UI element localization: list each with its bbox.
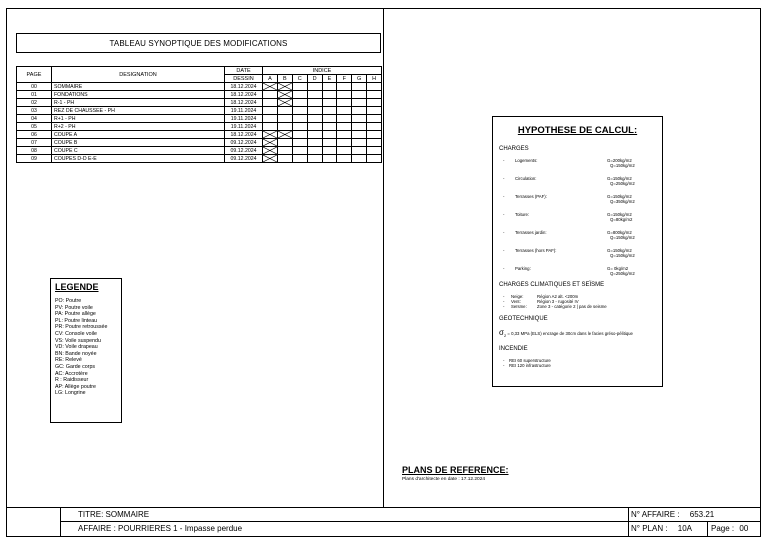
row-designation: FONDATIONS: [52, 91, 225, 99]
revision-empty-cell: [322, 99, 337, 107]
revision-empty-cell: [307, 131, 322, 139]
row-date: 19.11.2024: [225, 115, 263, 123]
row-date: 18.12.2024: [225, 131, 263, 139]
revision-empty-cell: [337, 83, 352, 91]
charge-row: [499, 266, 656, 276]
charge-row: [499, 194, 656, 204]
clim-list: [499, 294, 656, 309]
row-designation: COUPE C: [52, 147, 225, 155]
clim-value: Zone 3 - catégorie 2 | pas de seisme: [537, 304, 607, 309]
charge-q: Q=150kg/m2: [610, 253, 635, 258]
revision-empty-cell: [307, 147, 322, 155]
revision-mark-cell: [277, 91, 292, 99]
row-designation: REZ DE CHAUSSEE - PH: [52, 107, 225, 115]
row-designation: SOMMAIRE: [52, 83, 225, 91]
charge-row: [499, 212, 656, 222]
charge-g: G=150kg/m2: [607, 194, 632, 199]
charges-list: [499, 158, 656, 276]
legend-list: [55, 298, 117, 397]
cross-mark-icon: [278, 99, 292, 106]
charge-q: Q=150kg/m2: [610, 163, 635, 168]
tb-divider-left: [60, 507, 61, 537]
row-page: 05: [17, 123, 52, 131]
revision-empty-cell: [307, 139, 322, 147]
table-row: [17, 147, 382, 155]
revision-empty-cell: [277, 155, 292, 163]
row-page: 03: [17, 107, 52, 115]
revision-empty-cell: [292, 155, 307, 163]
row-designation: R+1 - PH: [52, 115, 225, 123]
incendie-value: REI 60 superstructure: [509, 357, 551, 363]
revision-mark-cell: [263, 147, 278, 155]
revision-empty-cell: [277, 107, 292, 115]
revision-empty-cell: [337, 107, 352, 115]
legend-item: VD: Voile drapeau: [55, 344, 98, 351]
legend-item: RE: Relevé: [55, 357, 82, 364]
clim-row: - Neige: Région A2 alt. <200m: [503, 294, 579, 299]
charge-name: Parking:: [515, 266, 531, 271]
row-date: 19.11.2024: [225, 123, 263, 131]
n-plan: [631, 524, 692, 534]
row-designation: COUPE A: [52, 131, 225, 139]
modifications-table: [16, 66, 382, 163]
row-date: 09.12.2024: [225, 147, 263, 155]
clim-row: - Seïsme: Zone 3 - catégorie 2 | pas de seisme: [503, 304, 607, 309]
revision-empty-cell: [277, 139, 292, 147]
indice-letter: B: [277, 75, 292, 83]
revision-empty-cell: [352, 83, 367, 91]
revision-empty-cell: [367, 99, 382, 107]
legend-item: PL: Poutre linteau: [55, 317, 98, 324]
clim-row: - Vent: Région 3 - rugosité IV: [503, 299, 579, 304]
charge-name: Terrasses (hors PAF):: [515, 248, 557, 253]
charge-g: G=150kg/m2: [607, 212, 632, 217]
revision-empty-cell: [352, 99, 367, 107]
dash: -: [503, 230, 505, 235]
revision-empty-cell: [337, 123, 352, 131]
revision-empty-cell: [292, 123, 307, 131]
revision-empty-cell: [337, 131, 352, 139]
charge-q: Q=250kg/m2: [610, 181, 635, 186]
charge-values: [607, 230, 656, 240]
revision-empty-cell: [367, 131, 382, 139]
revision-empty-cell: [322, 139, 337, 147]
legend-item: PO: Poutre: [55, 298, 82, 304]
table-row: [17, 155, 382, 163]
revision-empty-cell: [367, 123, 382, 131]
charge-q: Q=80kg/m2: [610, 217, 633, 222]
dash: -: [503, 212, 505, 217]
legend-item: R : Raidisseur: [55, 377, 89, 384]
revision-empty-cell: [352, 115, 367, 123]
revision-empty-cell: [263, 107, 278, 115]
row-page: 04: [17, 115, 52, 123]
revision-empty-cell: [352, 139, 367, 147]
charges-title: CHARGES: [499, 146, 529, 152]
clim-key: Seïsme:: [511, 304, 527, 309]
incendie-row: - REI 60 superstructure: [503, 357, 551, 363]
charge-values: [607, 158, 656, 168]
charge-name: Circulation:: [515, 176, 537, 181]
affaire-text: AFFAIRE : POURRIERES 1 - Impasse perdue: [78, 524, 243, 533]
revision-empty-cell: [263, 91, 278, 99]
revision-empty-cell: [307, 115, 322, 123]
hypothese-title: HYPOTHESE DE CALCUL:: [517, 125, 638, 136]
revision-empty-cell: [292, 99, 307, 107]
charge-g: G=800kg/m2: [607, 230, 632, 235]
indice-letter: G: [352, 75, 367, 83]
tb-divider-page: [707, 521, 708, 537]
legend-item: AP: Allège poutre: [55, 383, 96, 390]
cross-mark-icon: [263, 131, 277, 138]
revision-mark-cell: [263, 155, 278, 163]
row-page: 09: [17, 155, 52, 163]
reference-block: [402, 465, 509, 482]
cross-mark-icon: [263, 155, 277, 162]
row-designation: COUPES D-D E-E: [52, 155, 225, 163]
charge-name: Terrasses (PAF):: [515, 194, 547, 199]
revision-empty-cell: [337, 115, 352, 123]
charge-q: Q=350kg/m2: [610, 199, 635, 204]
revision-empty-cell: [337, 91, 352, 99]
charge-values: [607, 194, 656, 204]
tb-divider-right: [628, 507, 629, 537]
dash: -: [503, 158, 505, 163]
revision-empty-cell: [263, 123, 278, 131]
charge-row: [499, 158, 656, 168]
revision-empty-cell: [292, 147, 307, 155]
revision-empty-cell: [307, 107, 322, 115]
revision-empty-cell: [322, 123, 337, 131]
indice-letter: E: [322, 75, 337, 83]
revision-empty-cell: [292, 115, 307, 123]
legend-item: BN: Bande noyée: [55, 350, 97, 357]
revision-empty-cell: [307, 91, 322, 99]
row-date: 19.11.2024: [225, 107, 263, 115]
revision-mark-cell: [277, 99, 292, 107]
row-date: 18.12.2024: [225, 91, 263, 99]
revision-empty-cell: [307, 155, 322, 163]
revision-empty-cell: [292, 131, 307, 139]
revision-empty-cell: [352, 123, 367, 131]
row-page: 07: [17, 139, 52, 147]
dash: -: [503, 266, 505, 271]
legend-item: LG: Longrine: [55, 390, 86, 397]
revision-empty-cell: [292, 139, 307, 147]
table-row: [17, 139, 382, 147]
revision-empty-cell: [277, 147, 292, 155]
revision-empty-cell: [352, 131, 367, 139]
cross-mark-icon: [263, 139, 277, 146]
row-designation: R-1 - PH: [52, 99, 225, 107]
row-date: 09.12.2024: [225, 155, 263, 163]
geo-line: [499, 328, 656, 338]
charge-name: Logements:: [515, 158, 538, 163]
row-page: 06: [17, 131, 52, 139]
revision-empty-cell: [352, 91, 367, 99]
incendie-row: - REI 120 infrastructure: [503, 362, 551, 368]
table-row: [17, 123, 382, 131]
revision-empty-cell: [367, 139, 382, 147]
revision-empty-cell: [367, 91, 382, 99]
row-page: 08: [17, 147, 52, 155]
charge-g: G=150kg/m2: [607, 176, 632, 181]
row-page: 01: [17, 91, 52, 99]
revision-empty-cell: [307, 83, 322, 91]
revision-mark-cell: [277, 131, 292, 139]
revision-empty-cell: [277, 123, 292, 131]
clim-key: Neige:: [511, 294, 524, 299]
charge-g: G= 0kg/m2: [607, 266, 629, 271]
indice-letter: C: [292, 75, 307, 83]
revision-mark-cell: [263, 83, 278, 91]
legend-box: [50, 278, 122, 423]
col-page-header: PAGE: [17, 67, 52, 83]
titre-text: TITRE: SOMMAIRE: [78, 510, 150, 519]
col-dessin-header: DESSIN: [225, 75, 263, 83]
charge-row: [499, 248, 656, 258]
table-row: [17, 83, 382, 91]
n-affaire: [631, 510, 714, 520]
table-row: [17, 99, 382, 107]
legend-item: PR: Poutre retroussée: [55, 324, 108, 331]
revision-empty-cell: [322, 91, 337, 99]
legend-item: AC: Accrotère: [55, 370, 88, 377]
charge-q: Q=150kg/m2: [610, 235, 635, 240]
row-page: 02: [17, 99, 52, 107]
charge-g: G=200kg/m2: [607, 158, 632, 163]
revision-empty-cell: [322, 147, 337, 155]
col-designation-header: DESIGNATION: [52, 67, 225, 83]
page-number: [711, 524, 748, 534]
charge-name: Terrasses jardin:: [515, 230, 547, 235]
revision-empty-cell: [322, 131, 337, 139]
table-row: [17, 115, 382, 123]
cross-mark-icon: [263, 83, 277, 90]
dash: -: [503, 176, 505, 181]
revision-empty-cell: [367, 155, 382, 163]
revision-empty-cell: [337, 99, 352, 107]
table-row: [17, 107, 382, 115]
charge-name: Toiture:: [515, 212, 530, 217]
revision-empty-cell: [322, 155, 337, 163]
legend-title: LEGENDE: [55, 282, 99, 292]
indice-letter: D: [307, 75, 322, 83]
row-date: 18.12.2024: [225, 83, 263, 91]
charge-q: Q=250kg/m2: [610, 271, 635, 276]
n-affaire-value: 653.21: [689, 510, 715, 519]
charge-values: [607, 266, 656, 276]
revision-empty-cell: [337, 155, 352, 163]
revision-empty-cell: [367, 147, 382, 155]
clim-key: Vent:: [511, 299, 521, 304]
incendie-list: [499, 358, 656, 368]
revision-empty-cell: [263, 115, 278, 123]
row-date: 09.12.2024: [225, 139, 263, 147]
cross-mark-icon: [263, 147, 277, 154]
revision-empty-cell: [352, 107, 367, 115]
row-designation: R+2 - PH: [52, 123, 225, 131]
reference-subtitle: Plans d'architecte en date : 17.12.2024: [402, 477, 486, 482]
charge-g: G=150kg/m2: [607, 248, 632, 253]
indice-letter: H: [367, 75, 382, 83]
legend-item: GC: Garde corps: [55, 363, 96, 370]
n-plan-label: N° PLAN :: [631, 524, 668, 533]
charge-row: [499, 230, 656, 240]
incendie-value: REI 120 infrastructure: [509, 362, 551, 368]
vertical-divider: [383, 8, 384, 508]
revision-mark-cell: [263, 139, 278, 147]
sigma-sub: 2: [503, 332, 507, 338]
legend-item: CV: Console voile: [55, 330, 97, 337]
revision-empty-cell: [307, 99, 322, 107]
revision-empty-cell: [322, 115, 337, 123]
legend-item: VS: Voile suspendu: [55, 337, 101, 344]
table-row: [17, 91, 382, 99]
charge-values: [607, 212, 656, 222]
legend-item: PV: Poutre voile: [55, 304, 93, 311]
dash: -: [503, 248, 505, 253]
cross-mark-icon: [278, 131, 292, 138]
clim-value: Région 3 - rugosité IV: [537, 299, 579, 304]
charge-row: [499, 176, 656, 186]
cross-mark-icon: [278, 91, 292, 98]
synoptic-title: TABLEAU SYNOPTIQUE DES MODIFICATIONS: [16, 33, 381, 53]
revision-empty-cell: [337, 147, 352, 155]
hypothese-box: [492, 116, 663, 387]
indice-letter: A: [263, 75, 278, 83]
revision-empty-cell: [322, 107, 337, 115]
reference-title: PLANS DE REFERENCE:: [402, 465, 509, 475]
titleblock-top-border: [6, 507, 761, 508]
col-indice-header: INDICE: [263, 67, 382, 75]
table-row: [17, 131, 382, 139]
revision-empty-cell: [292, 83, 307, 91]
clim-value: Région A2 alt. <200m: [537, 294, 579, 299]
n-plan-value: 10A: [677, 524, 693, 533]
sigma-symbol: σ: [499, 328, 504, 337]
revision-empty-cell: [367, 115, 382, 123]
charge-values: [607, 176, 656, 186]
page-label: Page :: [711, 524, 735, 533]
n-affaire-label: N° AFFAIRE :: [631, 510, 680, 519]
table-header-row: [17, 67, 382, 75]
revision-empty-cell: [292, 91, 307, 99]
row-designation: COUPE B: [52, 139, 225, 147]
revision-empty-cell: [292, 107, 307, 115]
revision-empty-cell: [263, 99, 278, 107]
geo-text: = 0,33 MPa (ELS) encrage de 30cm dans le facies gréso-pélitique: [506, 331, 633, 336]
revision-empty-cell: [352, 147, 367, 155]
page-value: 00: [739, 524, 749, 533]
incendie-title: INCENDIE: [499, 345, 528, 352]
revision-empty-cell: [337, 139, 352, 147]
revision-empty-cell: [307, 123, 322, 131]
tb-divider-mid: [60, 521, 761, 522]
dash: -: [503, 194, 505, 199]
charge-values: [607, 248, 656, 258]
revision-empty-cell: [367, 107, 382, 115]
indice-letter: F: [337, 75, 352, 83]
legend-item: PA: Poutre allège: [55, 311, 96, 318]
row-date: 18.12.2024: [225, 99, 263, 107]
revision-empty-cell: [277, 115, 292, 123]
cross-mark-icon: [278, 83, 292, 90]
revision-empty-cell: [322, 83, 337, 91]
revision-mark-cell: [263, 131, 278, 139]
row-page: 00: [17, 83, 52, 91]
revision-empty-cell: [352, 155, 367, 163]
revision-mark-cell: [277, 83, 292, 91]
geo-title: GEOTECHNIQUE: [499, 316, 548, 322]
clim-title: CHARGES CLIMATIQUES ET SEÏSME: [499, 282, 605, 288]
col-date-header: DATE: [225, 67, 263, 75]
revision-empty-cell: [367, 83, 382, 91]
